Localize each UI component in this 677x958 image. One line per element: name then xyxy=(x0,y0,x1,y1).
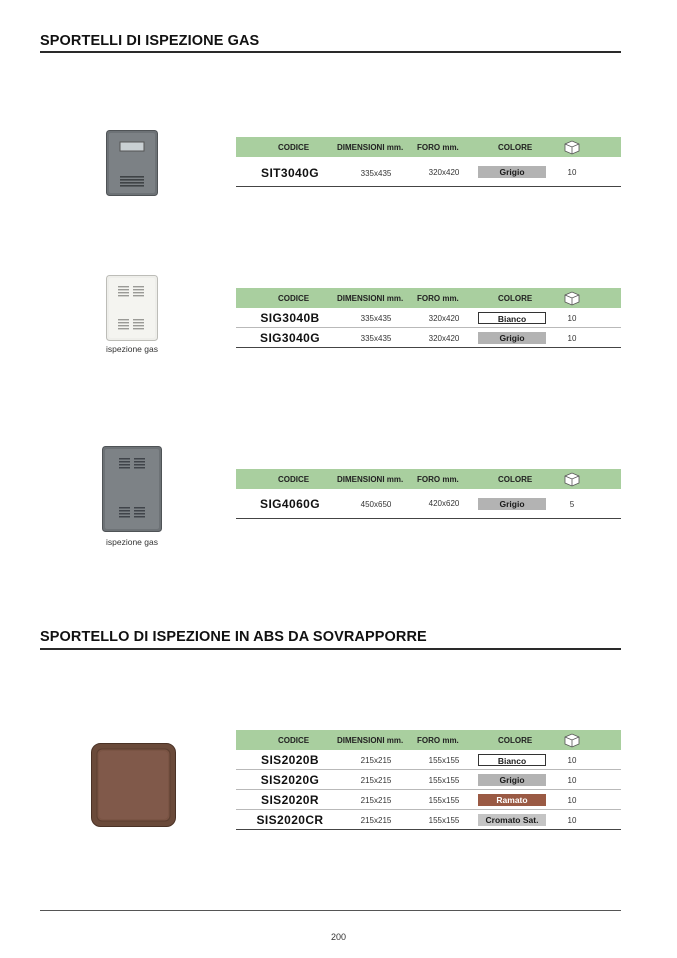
row-dimensioni: 215x215 xyxy=(360,776,392,785)
section-title-abs: SPORTELLO DI ISPEZIONE IN ABS DA SOVRAPPORRE xyxy=(40,629,427,645)
footer-divider xyxy=(40,910,621,911)
row-codice: SIS2020CR xyxy=(256,813,324,827)
row-dimensioni: 335x435 xyxy=(360,334,392,343)
header-colore: COLORE xyxy=(498,143,533,152)
header-codice: CODICE xyxy=(278,143,310,152)
row-foro: 155x155 xyxy=(428,756,460,765)
row-qty: 10 xyxy=(567,168,577,177)
table-header xyxy=(236,137,621,157)
row-dimensioni: 335x435 xyxy=(360,314,392,323)
table-row xyxy=(236,790,621,810)
header-colore: COLORE xyxy=(498,736,533,745)
image-caption: ispezione gas xyxy=(106,537,158,547)
product-table-3 xyxy=(236,469,621,519)
header-dimensioni: DIMENSIONI mm. xyxy=(337,475,404,484)
row-dimensioni: 450x650 xyxy=(360,500,392,509)
header-codice: CODICE xyxy=(278,294,310,303)
row-colore-swatch: Ramato xyxy=(478,794,546,806)
header-foro: FORO mm. xyxy=(417,736,459,745)
row-dimensioni: 215x215 xyxy=(360,756,392,765)
table-row xyxy=(236,489,621,519)
row-codice: SIS2020G xyxy=(260,773,320,787)
product-image-sig3040 xyxy=(106,275,158,341)
product-image-sit3040g xyxy=(106,130,158,196)
row-qty: 10 xyxy=(567,334,577,343)
table-row xyxy=(236,810,621,830)
header-colore: COLORE xyxy=(498,294,533,303)
row-foro: 155x155 xyxy=(428,776,460,785)
row-codice: SIG3040B xyxy=(260,311,320,325)
row-colore-swatch: Bianco xyxy=(478,312,546,324)
section-title-gas: SPORTELLI DI ISPEZIONE GAS xyxy=(40,33,260,49)
table-row xyxy=(236,770,621,790)
header-foro: FORO mm. xyxy=(417,294,459,303)
product-table-1 xyxy=(236,137,621,187)
row-dimensioni: 215x215 xyxy=(360,816,392,825)
header-dimensioni: DIMENSIONI mm. xyxy=(337,294,404,303)
product-table-4 xyxy=(236,730,621,830)
row-foro: 155x155 xyxy=(428,816,460,825)
row-qty: 10 xyxy=(567,776,577,785)
row-qty: 5 xyxy=(569,500,575,509)
row-codice: SIT3040G xyxy=(261,166,319,180)
box-pack-icon xyxy=(563,732,581,748)
product-image-sig4060g xyxy=(102,446,162,532)
row-qty: 10 xyxy=(567,314,577,323)
row-codice: SIS2020B xyxy=(261,753,319,767)
row-colore-swatch: Bianco xyxy=(478,754,546,766)
row-qty: 10 xyxy=(567,756,577,765)
table-row xyxy=(236,750,621,770)
row-foro: 320x420 xyxy=(428,314,460,323)
table-row xyxy=(236,328,621,348)
row-colore-swatch: Grigio xyxy=(478,498,546,510)
table-header xyxy=(236,288,621,308)
header-codice: CODICE xyxy=(278,736,310,745)
box-pack-icon xyxy=(563,139,581,155)
section-divider xyxy=(40,51,621,53)
image-caption: ispezione gas xyxy=(106,344,158,354)
page-number: 200 xyxy=(330,932,347,942)
row-foro: 320x420 xyxy=(428,334,460,343)
row-qty: 10 xyxy=(567,816,577,825)
box-pack-icon xyxy=(563,471,581,487)
section-divider xyxy=(40,648,621,650)
product-table-2 xyxy=(236,288,621,348)
row-codice: SIG4060G xyxy=(260,497,320,511)
header-colore: COLORE xyxy=(498,475,533,484)
table-header xyxy=(236,469,621,489)
table-row xyxy=(236,157,621,187)
box-pack-icon xyxy=(563,290,581,306)
row-colore-swatch: Grigio xyxy=(478,774,546,786)
row-foro: 420x620 xyxy=(428,499,460,508)
row-dimensioni: 215x215 xyxy=(360,796,392,805)
row-colore-swatch: Grigio xyxy=(478,166,546,178)
row-codice: SIG3040G xyxy=(260,331,320,345)
row-codice: SIS2020R xyxy=(261,793,319,807)
row-foro: 320x420 xyxy=(428,168,460,177)
row-qty: 10 xyxy=(567,796,577,805)
header-dimensioni: DIMENSIONI mm. xyxy=(337,736,404,745)
row-colore-swatch: Cromato Sat. xyxy=(478,814,546,826)
header-codice: CODICE xyxy=(278,475,310,484)
header-foro: FORO mm. xyxy=(417,475,459,484)
table-row xyxy=(236,308,621,328)
row-foro: 155x155 xyxy=(428,796,460,805)
header-dimensioni: DIMENSIONI mm. xyxy=(337,143,404,152)
header-foro: FORO mm. xyxy=(417,143,459,152)
table-header xyxy=(236,730,621,750)
row-colore-swatch: Grigio xyxy=(478,332,546,344)
product-image-sis2020 xyxy=(91,743,176,827)
row-dimensioni: 335x435 xyxy=(360,169,392,178)
